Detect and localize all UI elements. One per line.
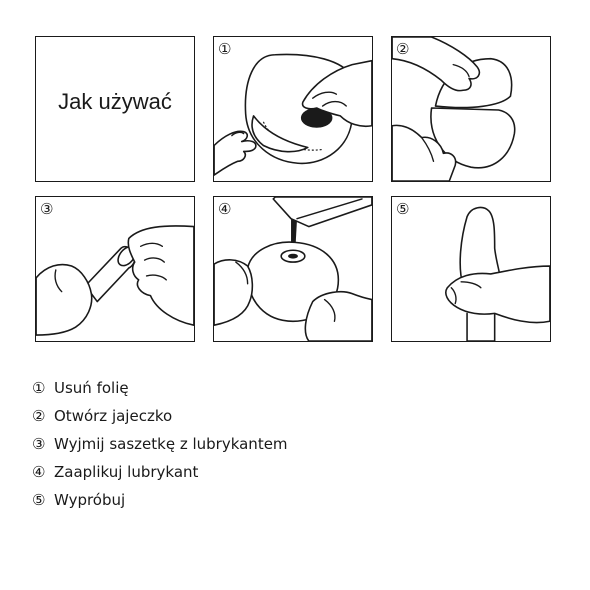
open-egg-drawing (392, 37, 550, 181)
remove-foil-drawing (214, 37, 372, 181)
page-title: Jak używać (58, 89, 172, 114)
step-3-number: ③ (40, 200, 54, 218)
step-5-illustration (391, 196, 551, 342)
step-4-illustration (213, 196, 373, 342)
step-1-number: ① (218, 40, 232, 58)
list-item: ⑤ Wypróbuj (32, 491, 126, 509)
step-4-number: ④ (218, 200, 232, 218)
step-2-illustration (391, 36, 551, 182)
step-1-illustration (213, 36, 373, 182)
title-panel (35, 36, 195, 182)
list-item: ② Otwórz jajeczko (32, 407, 173, 425)
step-2-number: ② (396, 40, 410, 58)
try-it-drawing (392, 197, 550, 341)
take-out-sachet-drawing (36, 197, 194, 341)
step-5-number: ⑤ (396, 200, 410, 218)
step-3-illustration (35, 196, 195, 342)
list-item: ① Usuń folię (32, 379, 129, 397)
list-item: ③ Wyjmij saszetkę z lubrykantem (32, 435, 288, 453)
list-item: ④ Zaaplikuj lubrykant (32, 463, 199, 481)
apply-lubricant-drawing (214, 197, 372, 341)
step-list (32, 374, 288, 514)
